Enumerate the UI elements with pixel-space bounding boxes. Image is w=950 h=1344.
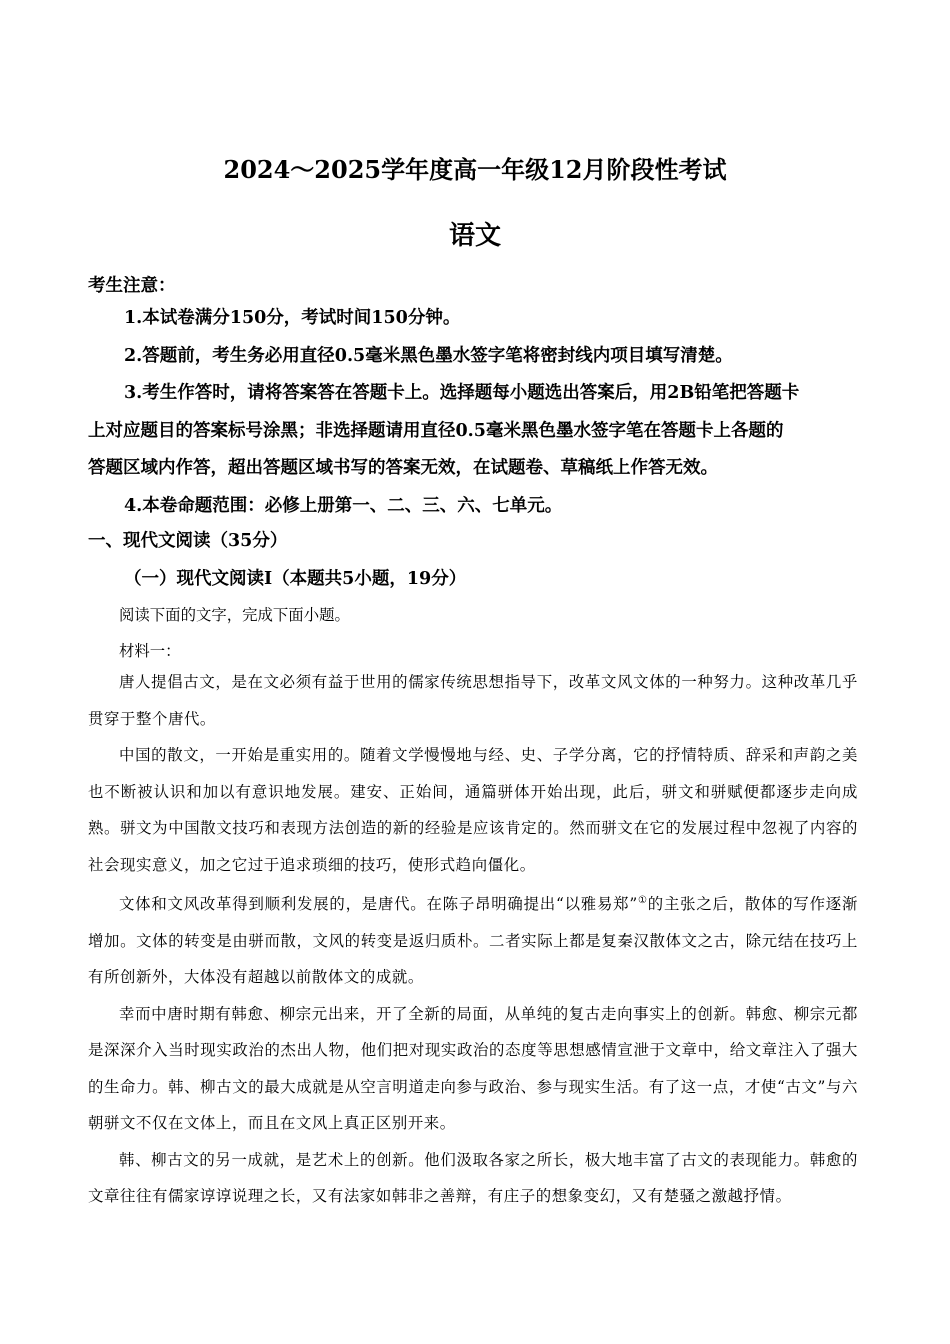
material-label: 材料一： [119, 642, 181, 660]
paragraph-part: 文体和文风改革得到顺利发展的，是唐代。在陈子昂明确提出“以雅易郑” [119, 895, 638, 914]
paragraph: 幸而中唐时期有韩愈、柳宗元出来，开了全新的局面，从单纯的复古走向事实上的创新。韩愈、柳宗元都是深深介入当时现实政治的杰出人物，他们把对现实政治的态度等思想感情宣泄于文章中，给文章注入了强大的生命力。韩、柳古文的最大成就是从空言明道走向参与政治、参与现实生活。有了这一点，才使“古文”与六朝骈文不仅在文体上，而且在文风上真正区别开来。 [88, 1004, 858, 1133]
notice-list [88, 300, 863, 525]
paragraph [88, 883, 858, 996]
reading-instruction: 阅读下面的文字，完成下面小题。 [119, 606, 350, 624]
notice-line: 3.考生作答时，请将答案答在答题卡上。选择题每小题选出答案后，用2B铅笔把答题卡 [124, 383, 800, 403]
notice-line: 上对应题目的答案标号涂黑；非选择题请用直径0.5毫米黑色墨水签字笔在答题卡上各题的 [88, 420, 784, 441]
exam-title: 2024～2025学年度高一年级12月阶段性考试 [223, 155, 727, 184]
paragraph: 中国的散文，一开始是重实用的。随着文学慢慢地与经、史、子学分离，它的抒情特质、辞采和声韵之美也不断被认识和加以有意识地发展。建安、正始间，通篇骈体开始出现，此后，骈文和骈赋便都逐步走向成熟。骈文为中国散文技巧和表现方法创造的新的经验是应该肯定的。然而骈文在它的发展过程中忽视了内容的社会现实意义，加之它过于追求琐细的技巧，使形式趋向僵化。 [88, 746, 858, 874]
paragraph: 唐人提倡古文，是在文必须有益于世用的儒家传统思想指导下，改革文风文体的一种努力。这种改革几乎贯穿于整个唐代。 [88, 673, 858, 728]
notice-line: 1.本试卷满分150分，考试时间150分钟。 [124, 308, 461, 328]
notice-line: 2.答题前，考生务必用直径0.5毫米黑色墨水签字笔将密封线内项目填写清楚。 [124, 345, 733, 366]
footnote-mark: ① [637, 895, 648, 906]
paragraph: 韩、柳古文的另一成就，是艺术上的创新。他们汲取各家之所长，极大地丰富了古文的表现能力。韩愈的文章往往有儒家谆谆说理之长，又有法家如韩非之善辩，有庄子的想象变幻，又有楚骚之激越抒情。 [88, 1150, 858, 1206]
notice-heading: 考生注意： [88, 276, 176, 296]
subject-title: 语文 [448, 221, 501, 251]
notice-line: 4.本卷命题范围：必修上册第一、二、三、六、七单元。 [124, 495, 563, 516]
material-body [88, 664, 858, 1215]
notice-line: 答题区域内作答，超出答题区域书写的答案无效，在试题卷、草稿纸上作答无效。 [88, 458, 718, 478]
paragraph-part: 的主张之后，散体的写作逐渐增加。文体的转变是由骈而散，文风的转变是返归质朴。二者实际上都是复秦汉散体文之古，除元结在技巧上有所创新外，大体没有超越以前散体文的成就。 [88, 895, 858, 987]
subsection-heading: （一）现代文阅读Ⅰ（本题共5小题，19分） [124, 569, 467, 589]
section-heading: 一、现代文阅读（35分） [88, 531, 288, 551]
